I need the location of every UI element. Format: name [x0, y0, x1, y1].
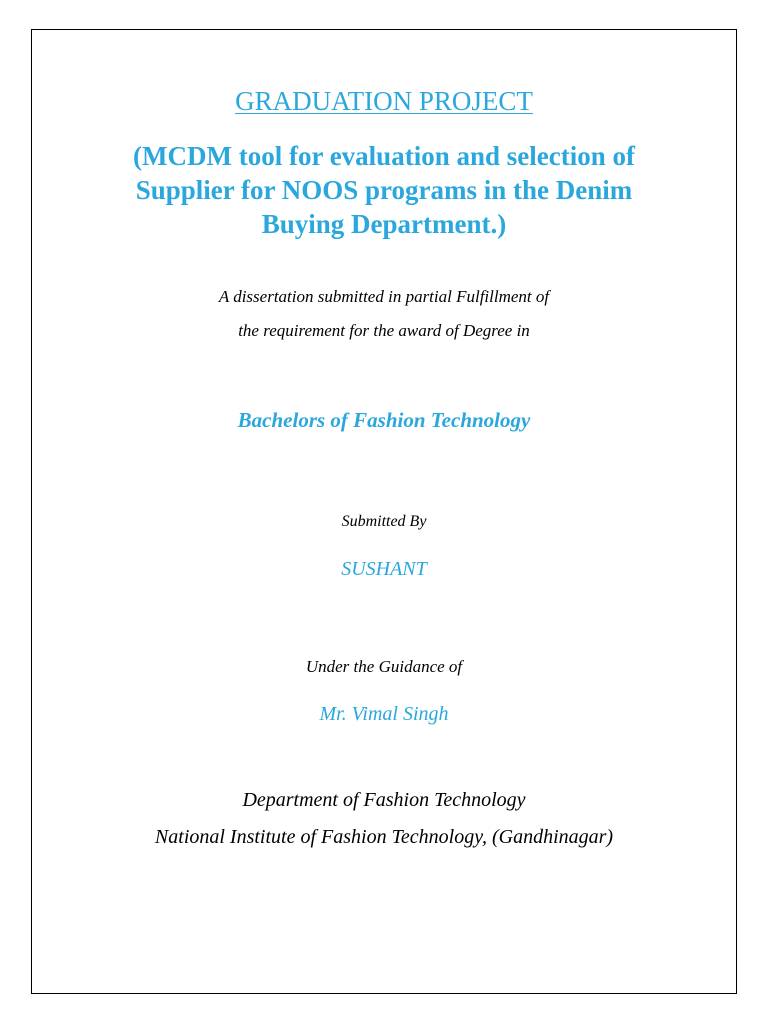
page-title: GRADUATION PROJECT	[235, 86, 533, 116]
department-name: Department of Fashion Technology	[242, 789, 526, 811]
project-subtitle-line-1: (MCDM tool for evaluation and selection of	[133, 141, 635, 171]
author-name: SUSHANT	[341, 558, 427, 580]
project-subtitle-line-3: Buying Department.)	[261, 209, 507, 239]
submitted-by-label: Submitted By	[341, 513, 427, 530]
institute-name: National Institute of Fashion Technology, (Gandhinagar)	[154, 826, 614, 848]
dissertation-statement-line-1: A dissertation submitted in partial Fulfillment of	[218, 287, 550, 306]
degree-name: Bachelors of Fashion Technology	[237, 408, 531, 432]
project-subtitle-line-2: Supplier for NOOS programs in the Denim	[135, 175, 633, 205]
guide-name: Mr. Vimal Singh	[319, 703, 449, 725]
guidance-label: Under the Guidance of	[305, 657, 463, 676]
dissertation-statement-line-2: the requirement for the award of Degree in	[238, 321, 530, 340]
